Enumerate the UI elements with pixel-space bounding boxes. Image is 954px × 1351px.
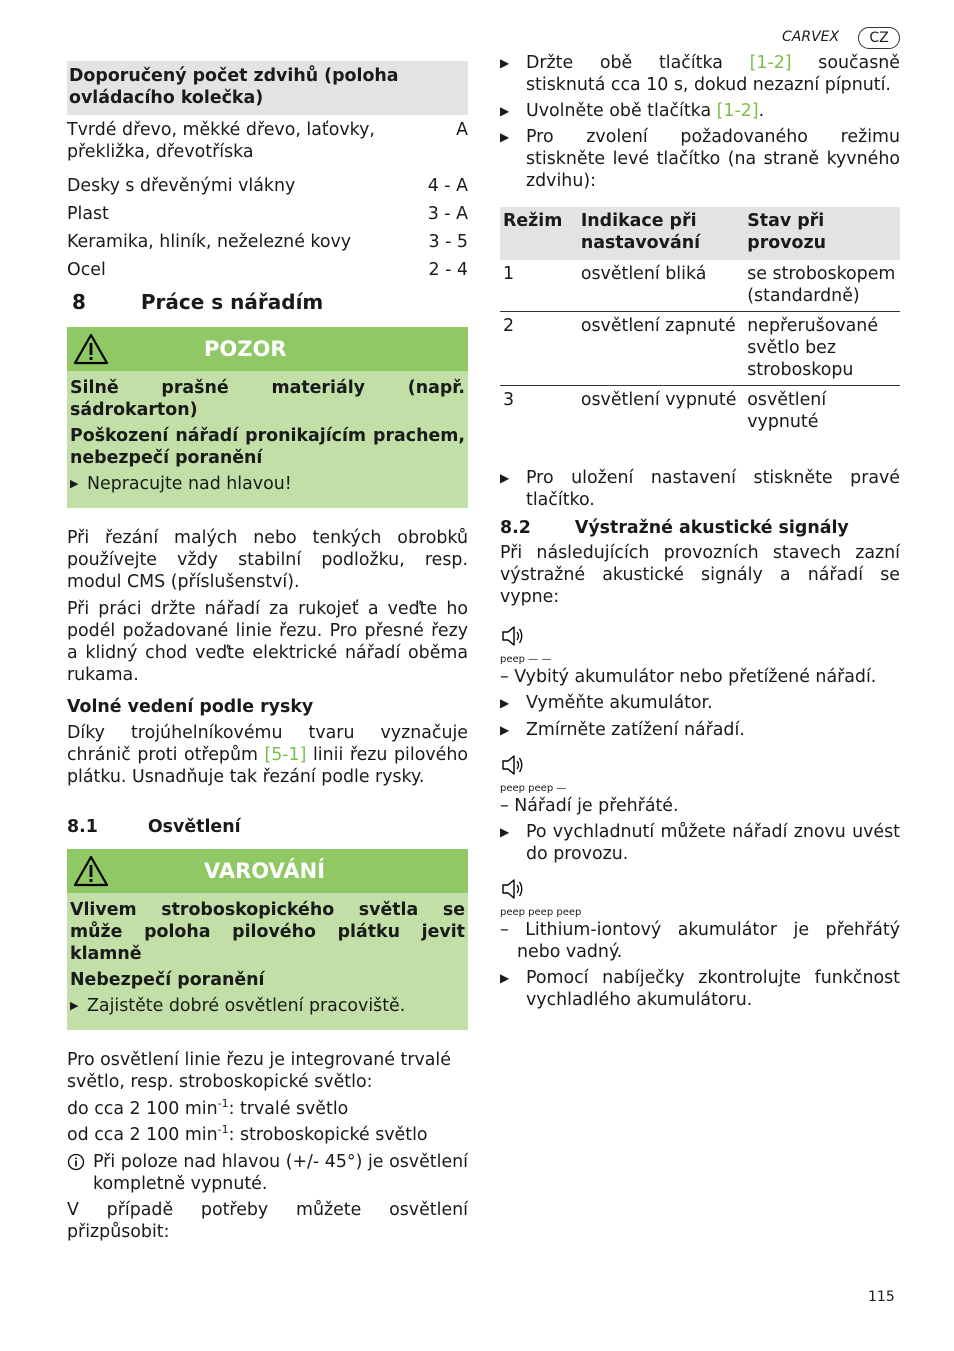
paragraph: V případě potřeby můžete osvětlení přizpůsobit: (67, 1200, 468, 1242)
bullet-arrow-icon: ▶ (500, 471, 510, 485)
speaker-sound-icon (500, 877, 526, 901)
speed-line: do cca 2 100 $\min^{-1}$: trvalé světlo (67, 1097, 349, 1119)
bullet-arrow-icon: ▶ (500, 56, 510, 70)
column-header: Indikace při nastavování (578, 207, 744, 260)
subheading: Volné vedení podle rysky (67, 697, 314, 717)
peep-pattern: peep peep — (500, 783, 567, 794)
caution-header (67, 327, 468, 371)
figure-reference-link[interactable]: [1-2] (716, 101, 759, 121)
section-heading: 8 Práce s nářadím (72, 290, 324, 314)
warning-action: ▶ Zajistěte dobré osvětlení pracoviště. (70, 996, 406, 1016)
list-item: ▶ Zmírněte zatížení nářadí. (500, 720, 745, 740)
list-item: ▶ Pro uložení nastavení stiskněte pravé tlačítko. (500, 468, 900, 510)
list-item: ▶ Vyměňte akumulátor. (500, 693, 713, 713)
warning-title: VAROVÁNÍ (204, 859, 326, 883)
speaker-sound-icon (500, 753, 526, 777)
signal-cause: – Nářadí je přehřáté. (500, 796, 679, 816)
paragraph: Při následujících provozních stavech zazní výstražné akustické signály a nářadí se vypne: (500, 543, 900, 607)
signal-entry (500, 753, 900, 865)
table-row: Keramika, hliník, neželezné kovy 3 - 5 (67, 232, 468, 252)
signal-cause: – Lithium-iontový akumulátor je přehřátý nebo vadný. (500, 920, 900, 962)
info-note: Při poloze nad hlavou (+/- 45°) je osvětlení kompletně vypnuté. (67, 1151, 468, 1195)
figure-reference-link[interactable]: [1-2] (749, 53, 792, 73)
signal-entry (500, 624, 900, 741)
list-item: ▶ Uvolněte obě tlačítka [1-2]. (500, 101, 765, 121)
caution-title: POZOR (204, 337, 287, 361)
signal-entry (500, 877, 900, 1011)
speaker-sound-icon (500, 624, 526, 648)
table-row: 1 osvětlení bliká se stroboskopem (standardně) (500, 260, 900, 312)
table-row: Desky s dřevěnými vlákny 4 - A (67, 176, 468, 196)
paragraph: Při práci držte nářadí za rukojeť a veďte ho podél požadované linie řezu. Pro přesné řezy a klidný chod veďte elektrické nářadí oběma rukama. (67, 599, 468, 685)
list-item: ▶ Pomocí nabíječky zkontrolujte funkčnost vychladlého akumulátoru. (500, 968, 900, 1010)
peep-pattern: peep peep peep (500, 907, 582, 918)
paragraph: Při řezání malých nebo tenkých obrobků používejte vždy stabilní podložku, resp. modul CMS (příslušenství). (67, 528, 468, 592)
bullet-arrow-icon: ▶ (500, 825, 510, 839)
instruction-list (500, 52, 900, 192)
stroke-table-title: Doporučený počet zdvihů (poloha ovládacího kolečka) (67, 61, 468, 115)
warning-header (67, 849, 468, 893)
caution-box (67, 327, 468, 508)
list-item: ▶ Po vychladnutí můžete nářadí znovu uvést do provozu. (500, 822, 900, 864)
bullet-arrow-icon: ▶ (500, 104, 510, 118)
signal-cause: – Vybitý akumulátor nebo přetížené nářadí. (500, 667, 877, 687)
column-header: Režim (500, 207, 578, 260)
info-icon (67, 1151, 93, 1195)
language-badge: CZ (858, 27, 900, 49)
table-row: 3 osvětlení vypnuté osvětlení vypnuté (503, 390, 827, 432)
bullet-arrow-icon: ▶ (500, 130, 510, 144)
table-row: Plast 3 - A (67, 204, 468, 224)
warning-line: Nebezpečí poranění (70, 970, 265, 990)
warning-triangle-icon (73, 855, 109, 887)
section-heading: 8.1 Osvětlení (67, 817, 241, 837)
paragraph: Díky trojúhelníkovému tvaru vyznačuje chránič proti otřepům [5-1] linii řezu pilového plátku. Usnadňuje tak řezání podle rysky. (67, 723, 468, 787)
table-row: 2 osvětlení zapnuté nepřerušované světlo bez stroboskopu (500, 312, 900, 386)
peep-pattern: peep — — (500, 654, 552, 665)
bullet-arrow-icon: ▶ (70, 999, 79, 1012)
table-row: Ocel 2 - 4 (67, 260, 468, 280)
bullet-arrow-icon: ▶ (500, 723, 510, 737)
warning-box (67, 849, 468, 1030)
speed-line: od cca 2 100 $\min^{-1}$: stroboskopické světlo (67, 1123, 428, 1145)
table-row: Tvrdé dřevo, měkké dřevo, laťovky, překližka, dřevotříska A (67, 120, 468, 162)
paragraph: Pro osvětlení linie řezu je integrované trvalé světlo, resp. stroboskopické světlo: (67, 1050, 451, 1092)
column-header: Stav při provozu (744, 207, 900, 260)
list-item: ▶ Pro zvolení požadovaného režimu stiskněte levé tlačítko (na straně kyvného zdvihu): (500, 127, 900, 191)
warning-triangle-icon (73, 333, 109, 365)
warning-line: Vlivem stroboskopického světla se může poloha pilového plátku jevit klamně (70, 900, 465, 964)
section-heading: 8.2 Výstražné akustické signály (500, 518, 849, 538)
figure-reference-link[interactable]: [5-1] (264, 745, 307, 765)
mode-table (500, 207, 900, 437)
bullet-arrow-icon: ▶ (500, 696, 510, 710)
bullet-arrow-icon: ▶ (70, 477, 79, 490)
brand-name: CARVEX (782, 29, 840, 45)
bullet-arrow-icon: ▶ (500, 971, 510, 985)
caution-action: ▶ Nepracujte nad hlavou! (70, 474, 292, 494)
caution-line: Silně prašné materiály (např. sádrokarton) (70, 378, 465, 420)
list-item: ▶ Držte obě tlačítka [1-2] současně stisknutá cca 10 s, dokud nezazní pípnutí. (500, 53, 900, 95)
stroke-table (67, 61, 468, 281)
page-number: 115 (868, 1289, 895, 1305)
caution-line: Poškození nářadí pronikajícím prachem, nebezpečí poranění (70, 426, 465, 468)
